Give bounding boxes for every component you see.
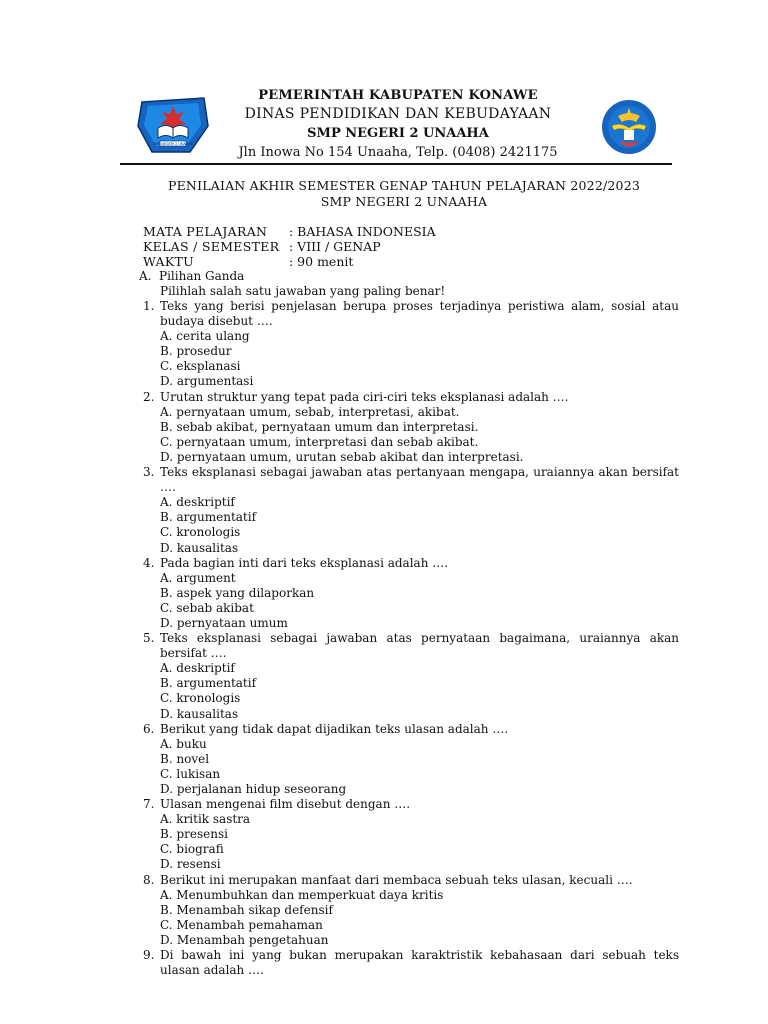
question-number: 8. [143, 872, 155, 887]
question-text: Pada bagian inti dari teks eksplanasi adalah …. [160, 555, 449, 570]
question-item [143, 390, 679, 465]
question-list [143, 299, 679, 978]
section-letter: A. [139, 269, 152, 283]
exam-title-line-2: SMP NEGERI 2 UNAAHA [320, 194, 488, 209]
section-heading [139, 269, 244, 284]
answer-option: A. argument [160, 570, 236, 585]
question-number: 7. [143, 797, 155, 812]
question-body [160, 631, 679, 722]
answer-option: D. kausalitas [160, 540, 239, 555]
info-row-time [143, 254, 436, 269]
info-value: : VIII / GENAP [289, 239, 381, 254]
question-number: 3. [143, 465, 155, 480]
question-item [143, 722, 679, 797]
answer-option: C. biografi [160, 842, 224, 857]
question-item [143, 873, 679, 948]
answer-option: A. deskriptif [160, 495, 235, 510]
answer-option: B. prosedur [160, 344, 232, 359]
question-number: 6. [143, 721, 155, 736]
question-text: Ulasan mengenai film disebut dengan …. [160, 797, 411, 812]
question-item [143, 465, 679, 556]
svg-text:SMP NEGERI 2 UNAAHA: SMP NEGERI 2 UNAAHA [153, 142, 193, 146]
answer-option: B. novel [160, 751, 210, 766]
exam-title-line-1: PENILAIAN AKHIR SEMESTER GENAP TAHUN PELAJARAN 2022/2023 [168, 178, 640, 193]
department-name: DINAS PENDIDIKAN DAN KEBUDAYAAN [244, 106, 552, 122]
exam-info [143, 224, 436, 269]
question-item [143, 631, 679, 722]
question-body [160, 948, 679, 978]
question-text: Berikut ini merupakan manfaat dari membaca sebuah teks ulasan, kecuali …. [160, 872, 633, 887]
answer-option: D. Menambah pengetahuan [160, 932, 329, 947]
question-item [143, 797, 679, 872]
answer-option: C. Menambah pemahaman [160, 917, 323, 932]
info-label: WAKTU [143, 254, 194, 269]
answer-option: C. sebab akibat [160, 600, 254, 615]
section-title: Pilihan Ganda [159, 269, 245, 283]
question-text: Teks eksplanasi sebagai jawaban atas pertanyaan mengapa, uraiannya akan bersifat …. [160, 465, 679, 495]
answer-option: A. Menumbuhkan dan memperkuat daya kritis [160, 887, 444, 902]
government-name: PEMERINTAH KABUPATEN KONAWE [258, 88, 538, 103]
answer-option: B. Menambah sikap defensif [160, 902, 333, 917]
answer-option: D. argumentasi [160, 374, 254, 389]
answer-option: A. cerita ulang [160, 329, 250, 344]
question-body [160, 465, 679, 556]
answer-option: C. kronologis [160, 525, 241, 540]
answer-option: B. sebab akibat, pernyataan umum dan interpretasi. [160, 419, 479, 434]
letterhead [220, 86, 576, 162]
question-body [160, 873, 679, 948]
answer-option: B. argumentatif [160, 676, 257, 691]
answer-option: B. aspek yang dilaporkan [160, 585, 315, 600]
school-name: SMP NEGERI 2 UNAAHA [307, 126, 489, 141]
info-row-subject [143, 224, 436, 239]
answer-option: C. pernyataan umum, interpretasi dan sebab akibat. [160, 434, 479, 449]
question-item [143, 948, 679, 978]
exam-title [140, 178, 668, 210]
question-body [160, 390, 679, 465]
answer-option: D. pernyataan umum, urutan sebab akibat dan interpretasi. [160, 449, 524, 464]
answer-option: B. presensi [160, 827, 228, 842]
question-item [143, 556, 679, 631]
info-value: : 90 menit [289, 254, 354, 269]
question-number: 1. [143, 299, 155, 313]
answer-option: C. kronologis [160, 691, 241, 706]
question-number: 4. [143, 555, 155, 570]
question-body [160, 556, 679, 631]
answer-option: A. deskriptif [160, 661, 235, 676]
info-label: MATA PELAJARAN [143, 224, 268, 239]
answer-option: C. eksplanasi [160, 359, 241, 374]
question-item [143, 299, 679, 390]
answer-option: D. perjalanan hidup seseorang [160, 782, 347, 796]
answer-option: C. lukisan [160, 766, 221, 781]
letterhead-divider [120, 163, 672, 165]
question-body [160, 299, 679, 390]
question-text: Di bawah ini yang bukan merupakan karaktristik kebahasaan dari sebuah teks ulasan adalah …. [160, 948, 679, 978]
school-address: Jln Inowa No 154 Unaaha, Telp. (0408) 2421175 [238, 145, 558, 160]
question-text: Berikut yang tidak dapat dijadikan teks ulasan adalah …. [160, 721, 509, 736]
info-label: KELAS / SEMESTER [143, 239, 280, 254]
question-number: 2. [143, 389, 155, 404]
question-text: Teks eksplanasi sebagai jawaban atas pernyataan bagaimana, uraiannya akan bersifat …. [160, 631, 679, 661]
answer-option: A. buku [160, 736, 207, 751]
answer-option: D. pernyataan umum [160, 615, 288, 630]
info-row-class [143, 239, 436, 254]
answer-option: B. argumentatif [160, 510, 257, 525]
question-body [160, 797, 679, 872]
question-text: Teks yang berisi penjelasan berupa proses terjadinya peristiwa alam, sosial atau budaya disebut …. [160, 299, 679, 329]
question-number: 5. [143, 631, 155, 646]
answer-option: A. pernyataan umum, sebab, interpretasi, akibat. [160, 404, 460, 419]
question-text: Urutan struktur yang tepat pada ciri-ciri teks eksplanasi adalah …. [160, 389, 569, 404]
school-emblem-icon [136, 92, 210, 156]
question-number: 9. [143, 948, 155, 963]
section-instruction: Pilihlah salah satu jawaban yang paling benar! [160, 284, 446, 298]
answer-option: D. resensi [160, 857, 221, 872]
answer-option: A. kritik sastra [160, 812, 251, 827]
answer-option: D. kausalitas [160, 706, 239, 721]
tut-wuri-handayani-icon [600, 98, 658, 156]
question-body [160, 722, 679, 797]
info-value: : BAHASA INDONESIA [289, 224, 436, 239]
